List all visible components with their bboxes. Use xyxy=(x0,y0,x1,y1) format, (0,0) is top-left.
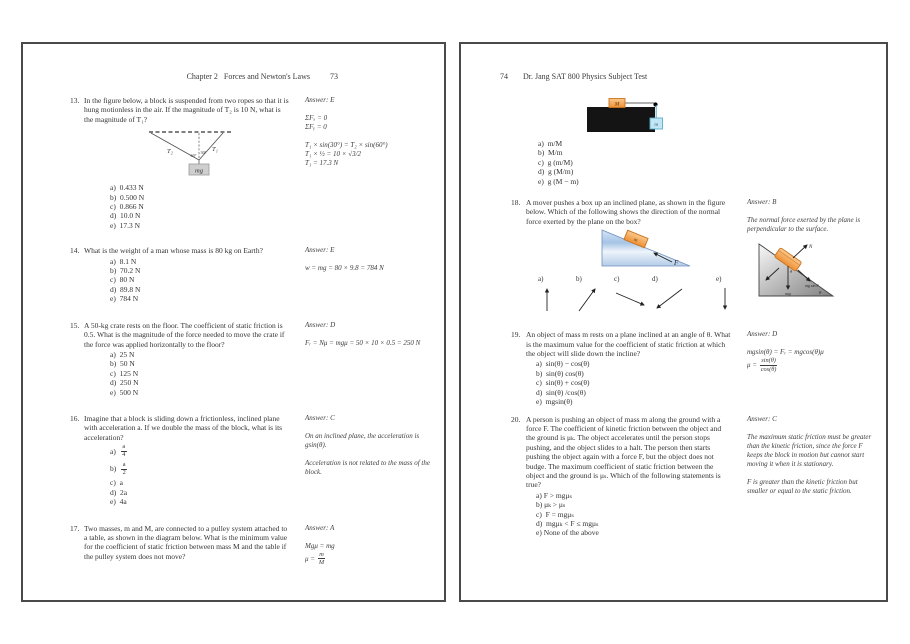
choice: b) μₖ > μₛ xyxy=(536,500,566,510)
page-number: 74 xyxy=(500,72,508,81)
answer-q20 xyxy=(747,415,878,538)
option-label: a) xyxy=(538,275,544,284)
fraction: $\frac{m}{M}$ xyxy=(318,550,325,566)
table-block xyxy=(587,107,655,132)
box-mass-label: m xyxy=(632,237,638,244)
choice: c) F = mgμₛ xyxy=(536,509,574,519)
solution-line: Fᵣ = Nμ = mgμ = 50 × 10 × 0.5 = 250 N xyxy=(305,338,421,347)
solution-line: ΣFₓ = 0 xyxy=(305,114,328,122)
solution-line: T₁ = 17.3 N xyxy=(305,159,339,167)
choices-q16 xyxy=(110,443,305,506)
question-text: An object of mass m rests on a plane inclined at an angle of θ. What is the maximum value for the coefficient of static friction at which the object will slide down the incline? xyxy=(526,330,733,359)
question-18 xyxy=(461,198,886,318)
theta2-label: θ xyxy=(790,269,792,275)
choice xyxy=(110,443,305,460)
pulley-dot xyxy=(653,102,657,106)
choices-q14 xyxy=(110,257,305,304)
answer-label: Answer: D xyxy=(747,330,778,339)
normal-force-label: N xyxy=(809,245,813,251)
answer-label: Answer: B xyxy=(747,198,777,207)
answer-q17 xyxy=(305,524,434,568)
arrow-down-icon xyxy=(716,285,740,313)
answer-label: Answer: C xyxy=(305,413,335,422)
question-17 xyxy=(23,524,444,568)
question-text: A mover pushes a box up an inclined plane, as shown in the figure below. Which of the following shows the direction of the normal force exerted by the plane on the box? xyxy=(526,198,727,226)
answer-label: Answer: A xyxy=(305,523,335,532)
answer-q15 xyxy=(305,321,434,397)
solution-line: Mgμ = mg xyxy=(305,541,335,550)
question-text: Imagine that a block is sliding down a frictionless, inclined plane with acceleration a. If we double the mass of the block, what is its acceleration? xyxy=(84,413,284,442)
choice-label: b) xyxy=(110,464,117,474)
weight-label: mg xyxy=(785,291,791,297)
option-e xyxy=(716,275,738,318)
question-13 xyxy=(23,96,444,230)
q18-direction-options xyxy=(538,275,747,318)
choice: b) 70.2 N xyxy=(110,266,141,276)
solution-line: μ = $\frac{\sin(\theta)}{\cos(\theta)}$ xyxy=(747,357,777,373)
choice: c) sin(θ) + cos(θ) xyxy=(536,378,590,388)
choice: e) 17.3 N xyxy=(110,220,140,230)
force-F-label: F xyxy=(674,259,679,268)
choice: d) 250 N xyxy=(110,378,139,388)
answer-label: Answer: C xyxy=(747,414,777,423)
choice xyxy=(110,461,305,478)
answer-label: Answer: E xyxy=(305,96,335,104)
option-label: e) xyxy=(716,275,722,284)
option-b xyxy=(576,275,598,318)
choices-q13 xyxy=(110,183,305,230)
solution-line: mgsin(θ) = Fᵣ = mgcos(θ)μ xyxy=(747,348,824,357)
option-c xyxy=(614,275,636,318)
choice: d) g (M/m) xyxy=(538,167,574,177)
chapter-title: Chapter 2 Forces and Newton's Laws xyxy=(186,72,310,81)
question-number: 19. xyxy=(511,330,521,340)
question-text: A 50-kg crate rests on the floor. The coefficient of static friction is 0.5. What is the magnitude of the force needed to move the crate if the force was applied horizontally to the floor? xyxy=(84,320,287,349)
choice: d) 2a xyxy=(110,487,128,497)
answer-q18 xyxy=(747,198,878,318)
answer-label: Answer: E xyxy=(305,246,335,255)
question-text: Two masses, m and M, are connected to a pulley system attached to a table, as shown in the diagram below. What is the minimum value for the coefficient of static friction between mass M and the table if the pulley system does not move? xyxy=(84,523,290,561)
figure-q18-incline xyxy=(600,229,747,269)
choice: a) 8.1 N xyxy=(110,256,137,266)
choice: c) 80 N xyxy=(110,275,135,285)
figure-q18-answer-incline xyxy=(755,240,874,302)
page-74 xyxy=(459,42,888,602)
question-number: 17. xyxy=(70,523,80,533)
book-title: Dr. Jang SAT 800 Physics Subject Test xyxy=(523,72,648,81)
fraction: $\frac{a}{2}$ xyxy=(122,460,126,477)
choice: e) mgsin(θ) xyxy=(536,397,573,407)
answer-q16 xyxy=(305,414,434,507)
answer-q14 xyxy=(305,246,434,303)
question-number: 15. xyxy=(70,320,80,330)
angle-30-label: 30° xyxy=(200,150,207,156)
choice: b) 50 N xyxy=(110,359,135,369)
choice: a) 0.433 N xyxy=(110,183,144,193)
fraction: $\frac{a}{4}$ xyxy=(122,443,126,459)
choice: e) g (M − m) xyxy=(538,176,579,186)
choice: a) F > mgμₛ xyxy=(536,490,572,500)
solution-line: T₁ × ½ = 10 × √3/2 xyxy=(305,150,362,158)
choice: d) 10.0 N xyxy=(110,211,141,221)
explanation: The normal force exerted by the plane is perpendicular to the surface. xyxy=(747,216,862,234)
solution-line: w = mg = 80 × 9.8 = 784 N xyxy=(305,264,384,273)
choice: a) sin(θ) − cos(θ) xyxy=(536,359,590,369)
arrow-down-left-icon xyxy=(652,285,686,313)
choice: d) 89.8 N xyxy=(110,284,141,294)
choice: d) sin(θ) /cos(θ) xyxy=(536,387,586,397)
choice: c) a xyxy=(110,478,123,488)
t2-label: T₂ xyxy=(167,148,173,156)
mg-sin-theta-label: mg sin θ xyxy=(805,283,819,289)
page-73 xyxy=(21,42,446,602)
choice: e) 4a xyxy=(110,497,127,507)
question-number: 20. xyxy=(511,414,521,424)
fraction: $\frac{\sin(\theta)}{\cos(\theta)}$ xyxy=(760,357,777,373)
page-73-header xyxy=(23,72,444,81)
option-d xyxy=(652,275,686,318)
question-number: 13. xyxy=(70,96,80,105)
question-text: In the figure below, a block is suspended from two ropes so that it is hung motionless in the air. If the magnitude of T₂ is 10 N, what is the magnitude of T₁? xyxy=(84,96,291,124)
choices-q19 xyxy=(536,359,747,406)
choice: e) None of the above xyxy=(536,528,599,538)
explanation: The maximum static friction must be greater than the kinetic friction, since the force F keeps the block in motion but cannot start moving it when it is stationary. xyxy=(747,432,873,468)
option-label: b) xyxy=(576,275,582,284)
weight-label: mg xyxy=(195,167,203,175)
choice: d) mgμₖ < F ≤ mgμₛ xyxy=(536,518,599,528)
arrow-up-icon xyxy=(538,285,562,313)
answer-label: Answer: D xyxy=(305,320,336,329)
choice-label: a) xyxy=(110,446,116,456)
question-16 xyxy=(23,414,444,507)
arrow-down-right-icon xyxy=(614,285,648,313)
mass-M-label: M xyxy=(614,101,620,108)
choice: c) g (m/M) xyxy=(538,157,573,167)
choice: b) 0.500 N xyxy=(110,192,145,202)
question-20 xyxy=(461,415,886,538)
choice: a) 25 N xyxy=(110,349,135,359)
choice: c) 0.866 N xyxy=(110,202,144,212)
explanation: F is greater than the kinetic friction but smaller or equal to the static friction. xyxy=(747,477,860,495)
figure-q13-two-ropes xyxy=(147,126,305,180)
page-74-header xyxy=(461,72,886,81)
t1-label: T₁ xyxy=(212,146,218,154)
theta-label: θ xyxy=(819,290,822,296)
angle-60-label: 60° xyxy=(190,153,197,159)
question-19 xyxy=(461,330,886,406)
question-15 xyxy=(23,321,444,397)
normal-force-arrow-icon xyxy=(793,245,807,258)
question-text: A person is pushing an object of mass m along the ground with a force F. The coefficient of kinetic friction between the object and the ground is μₖ. The object accelerates until the person stops pushing, and the object slides to a halt. The person then starts pushing the object again with a force F, but the object does not budge. The maximum coefficient of static friction between the object and the ground is μₛ. Which of the following statements is true? xyxy=(526,414,723,490)
mass-m-label: m xyxy=(654,122,659,128)
choice: e) 784 N xyxy=(110,294,139,304)
option-label: d) xyxy=(652,275,658,284)
page-number: 73 xyxy=(330,72,338,81)
question-14 xyxy=(23,246,444,303)
choice: c) 125 N xyxy=(110,368,139,378)
choices-q20 xyxy=(536,491,747,538)
solution-line: Acceleration is not related to the mass of the block. xyxy=(305,458,432,476)
question-number: 16. xyxy=(70,413,80,423)
figure-q17-pulley-table xyxy=(585,94,886,134)
option-label: c) xyxy=(614,275,620,284)
arrow-up-right-icon xyxy=(576,285,600,313)
solution-line: T₁ × sin(30°) = T₂ × sin(60°) xyxy=(305,141,388,149)
choice: e) 500 N xyxy=(110,387,139,397)
choice: b) sin(θ) cos(θ) xyxy=(536,368,584,378)
rope-t1 xyxy=(199,133,223,160)
answer-q13 xyxy=(305,96,434,230)
option-a xyxy=(538,275,560,318)
question-number: 14. xyxy=(70,246,80,256)
choice: b) M/m xyxy=(538,148,563,158)
choice: a) m/M xyxy=(538,139,563,148)
solution-line: On an inclined plane, the acceleration is gsin(θ). xyxy=(305,431,421,449)
question-text: What is the weight of a man whose mass is 80 kg on Earth? xyxy=(84,246,263,256)
solution-line: ΣFᵧ = 0 xyxy=(305,123,327,131)
answer-q19 xyxy=(747,330,878,406)
question-number: 18. xyxy=(511,198,521,208)
solution-line: μ = $\frac{m}{M}$ xyxy=(305,550,325,566)
choices-q17 xyxy=(538,139,886,186)
choices-q15 xyxy=(110,350,305,397)
